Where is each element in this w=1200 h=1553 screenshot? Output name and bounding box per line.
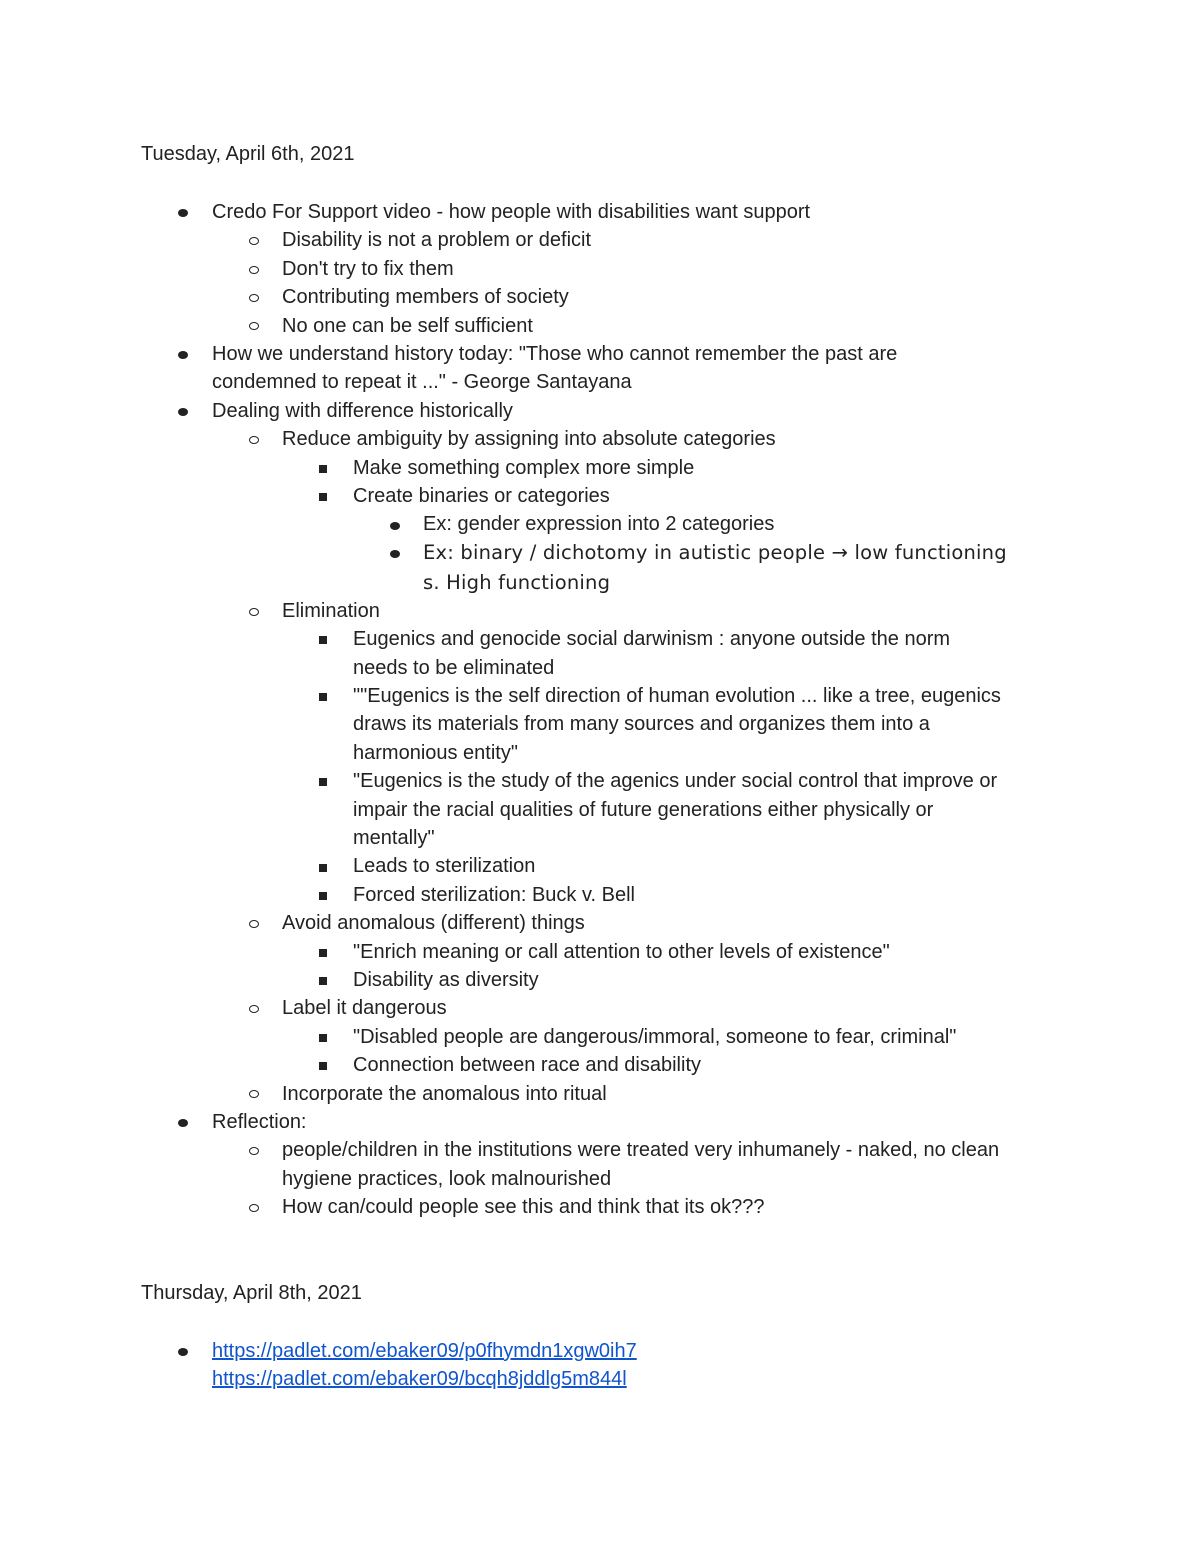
bullet-disc-icon: [390, 522, 400, 530]
list-item-text: "Enrich meaning or call attention to other levels of existence": [353, 940, 890, 963]
bullet-square-icon: [319, 1034, 327, 1042]
list-item-text: "Disabled people are dangerous/immoral, someone to fear, criminal": [353, 1025, 957, 1048]
list-item-text: Elimination: [282, 599, 380, 622]
list-item-text-line: How we understand history today: "Those who cannot remember the past are: [212, 343, 898, 365]
bullet-circle-icon: [249, 266, 259, 274]
bullet-circle-icon: [249, 1204, 259, 1212]
section-date: Thursday, April 8th, 2021: [141, 1282, 362, 1304]
list-item-text: Credo For Support video - how people with disabilities want support: [212, 201, 811, 223]
list-item-text: Label it dangerous: [282, 997, 447, 1020]
bullet-square-icon: [319, 493, 327, 501]
bullet-circle-icon: [249, 1090, 259, 1098]
bullet-circle-icon: [249, 608, 259, 616]
list-item-text: Avoid anomalous (different) things: [282, 912, 585, 935]
list-item-text-line: Eugenics and genocide social darwinism : anyone outside the norm: [353, 628, 951, 651]
bullet-circle-icon: [249, 1005, 259, 1013]
list-item-text: Make something complex more simple: [353, 456, 695, 479]
bullet-disc-icon: [178, 351, 188, 359]
list-item-text: Incorporate the anomalous into ritual: [282, 1082, 607, 1105]
bullet-square-icon: [319, 977, 327, 985]
bullet-circle-icon: [249, 237, 259, 245]
list-item-text: Disability as diversity: [353, 969, 539, 991]
bullet-disc-icon: [390, 550, 400, 558]
list-item-text-line: mentally": [353, 827, 435, 849]
bullet-square-icon: [319, 864, 327, 872]
bullet-disc-icon: [178, 1348, 188, 1356]
list-item-text: Leads to sterilization: [353, 855, 536, 878]
list-item-text-line: people/children in the institutions were treated very inhumanely - naked, no clean: [282, 1139, 1000, 1162]
bullet-disc-icon: [178, 209, 188, 217]
list-item-text-line: Ex: binary / dichotomy in autistic people → low functioning: [423, 540, 1007, 564]
list-item-text-line: draws its materials from many sources and organizes them into a: [353, 713, 930, 736]
list-item-text: Connection between race and disability: [353, 1054, 701, 1077]
list-item-text-line: harmonious entity": [353, 741, 518, 764]
bullet-square-icon: [319, 636, 327, 644]
list-item-text-line: hygiene practices, look malnourished: [282, 1167, 612, 1190]
bullet-circle-icon: [249, 1147, 259, 1155]
list-item-text: No one can be self sufficient: [282, 314, 533, 337]
list-item-text-line: "Eugenics is the study of the agenics under social control that improve or: [353, 770, 998, 793]
bullet-circle-icon: [249, 294, 259, 302]
list-item-text: Disability is not a problem or deficit: [282, 229, 592, 252]
list-item-text: Create binaries or categories: [353, 485, 610, 507]
bullet-disc-icon: [178, 1119, 188, 1127]
bullet-square-icon: [319, 1062, 327, 1070]
list-item-text-line: impair the racial qualities of future generations either physically or: [353, 798, 934, 821]
list-item-text: Contributing members of society: [282, 286, 569, 309]
list-item-text-line: ""Eugenics is the self direction of human evolution ... like a tree, eugenics: [353, 685, 1001, 707]
bullet-circle-icon: [249, 436, 259, 444]
list-item-text-line: condemned to repeat it ..." - George Santayana: [212, 371, 632, 394]
list-item-text: Dealing with difference historically: [212, 399, 513, 422]
list-item-text: Reduce ambiguity by assigning into absolute categories: [282, 428, 776, 451]
list-item-text: Don't try to fix them: [282, 257, 454, 280]
section-date: Tuesday, April 6th, 2021: [141, 143, 355, 165]
bullet-circle-icon: [249, 920, 259, 928]
bullet-circle-icon: [249, 322, 259, 330]
bullet-square-icon: [319, 949, 327, 957]
padlet-link[interactable]: https://padlet.com/ebaker09/p0fhymdn1xgw0ih7: [212, 1340, 637, 1362]
list-item-text: Ex: gender expression into 2 categories: [423, 513, 775, 536]
list-item-text: Forced sterilization: Buck v. Bell: [353, 883, 635, 906]
list-item-text-line: needs to be eliminated: [353, 656, 555, 679]
padlet-link[interactable]: https://padlet.com/ebaker09/bcqh8jddlg5m844l: [212, 1368, 627, 1391]
list-item-text: How can/could people see this and think that its ok???: [282, 1196, 765, 1219]
bullet-square-icon: [319, 693, 327, 701]
list-item-text: Reflection:: [212, 1111, 307, 1133]
list-item-text-line: s. High functioning: [423, 570, 611, 594]
bullet-square-icon: [319, 778, 327, 786]
bullet-disc-icon: [178, 408, 188, 416]
bullet-square-icon: [319, 892, 327, 900]
bullet-square-icon: [319, 465, 327, 473]
